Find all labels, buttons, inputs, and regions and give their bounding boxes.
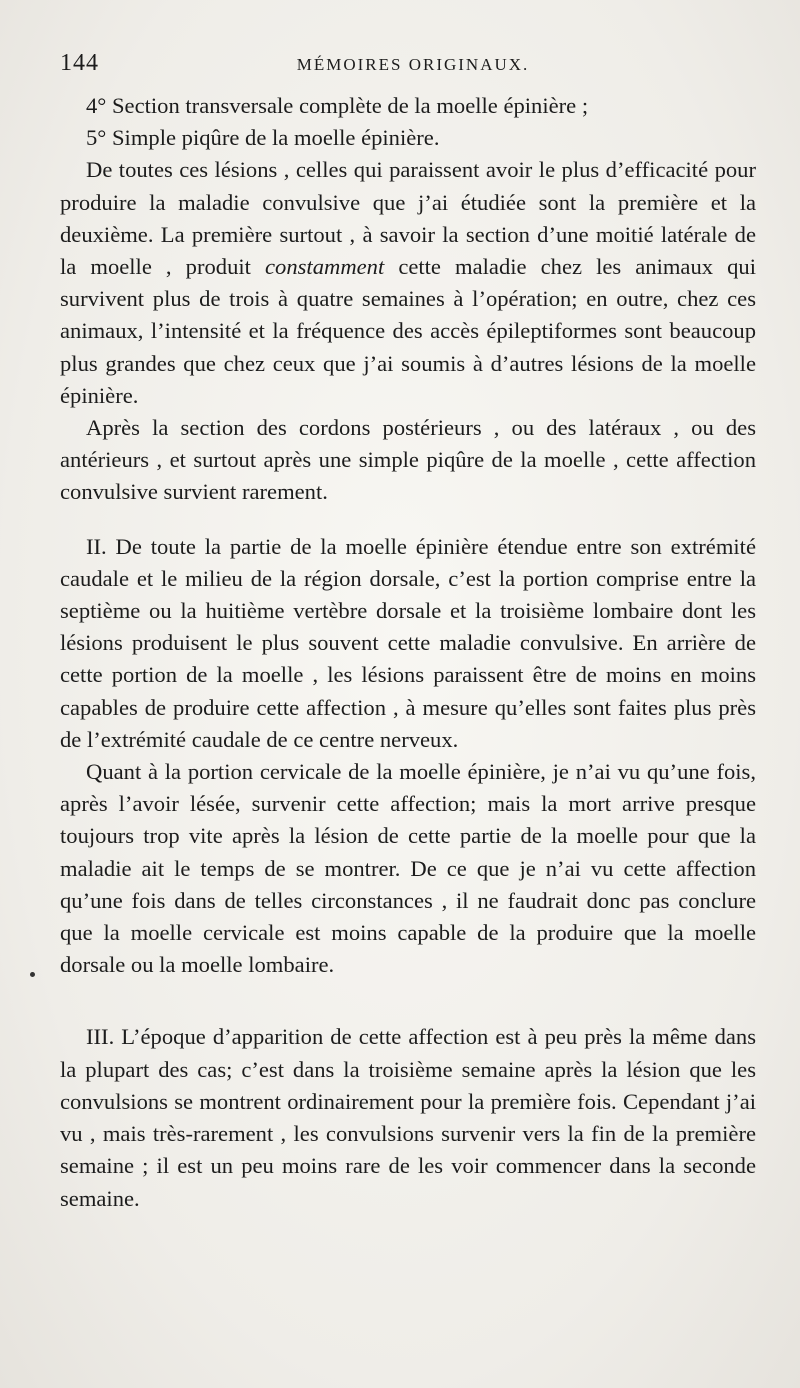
- running-head-title: MÉMOIRES ORIGINAUX.: [296, 55, 530, 74]
- running-head: [60, 50, 756, 90]
- body-text: [60, 90, 756, 1215]
- ink-speck: [30, 972, 35, 977]
- paragraph-text: cette maladie chez les animaux qui survivent plus de trois à quatre semaines à l’opération; en outre, chez ces animaux, l’intensité et la fréquence des accès épileptiformes sont beaucoup plus grandes que chez ceux que j’ai soumis à d’autres lésions de la moelle épinière.: [60, 254, 756, 408]
- list-item: 4° Section transversale complète de la moelle épinière ;: [86, 93, 589, 118]
- paragraph-text: De toutes ces lésions , celles qui paraissent avoir le plus d’efficacité pour produire la maladie convulsive que j’ai étudiée sont la première et la deuxième. La première surtout , à savoir la section d’une moitié latérale de la moelle , produit: [60, 157, 756, 280]
- list-item: 5° Simple piqûre de la moelle épinière.: [86, 125, 440, 151]
- paragraph-cervical: Quant à la portion cervicale de la moelle épinière, je n’ai vu qu’une fois, après l’avoir lésée, survenir cette affection; mais la mort arrive presque toujours trop vite après la lésion de cette partie de la moelle pour que la maladie ait le temps de se montrer. De ce que je n’ai vu cette affection qu’une fois dans de telles circonstances , il ne faudrait donc pas conclure que la moelle cervicale est moins capable de la produire que la moelle dorsale ou la moelle lombaire.: [60, 759, 756, 978]
- paragraph-cords: Après la section des cordons postérieurs , ou des latéraux , ou des antérieurs , et surtout après une simple piqûre de la moelle , cette affection convulsive survient rarement.: [60, 415, 756, 505]
- paragraph-section-ii: II. De toute la partie de la moelle épinière étendue entre son extrémité caudale et le milieu de la région dorsale, c’est la portion comprise entre la septième ou la huitième vertèbre dorsale et la troisième lombaire dont les lésions produisent le plus souvent cette maladie convulsive. En arrière de cette portion de la moelle , les lésions paraissent être de moins en moins capables de produire cette affection , à mesure qu’elles sont faites plus près de l’extrémité caudale de ce centre nerveux.: [60, 533, 756, 752]
- emphasis-constamment: constamment: [265, 254, 385, 280]
- page-number: 144: [60, 50, 99, 76]
- paragraph-lesion-efficacy: [60, 154, 756, 412]
- paragraph-section-iii: III. L’époque d’apparition de cette affection est à peu près la même dans la plupart des cas; c’est dans la troisième semaine après la lésion que les convulsions se montrent ordinairement pour la première fois. Cependant j’ai vu , mais très-rarement , les convulsions survenir vers la fin de la première semaine ; il est un peu moins rare de les voir commencer dans la seconde semaine.: [60, 1024, 756, 1211]
